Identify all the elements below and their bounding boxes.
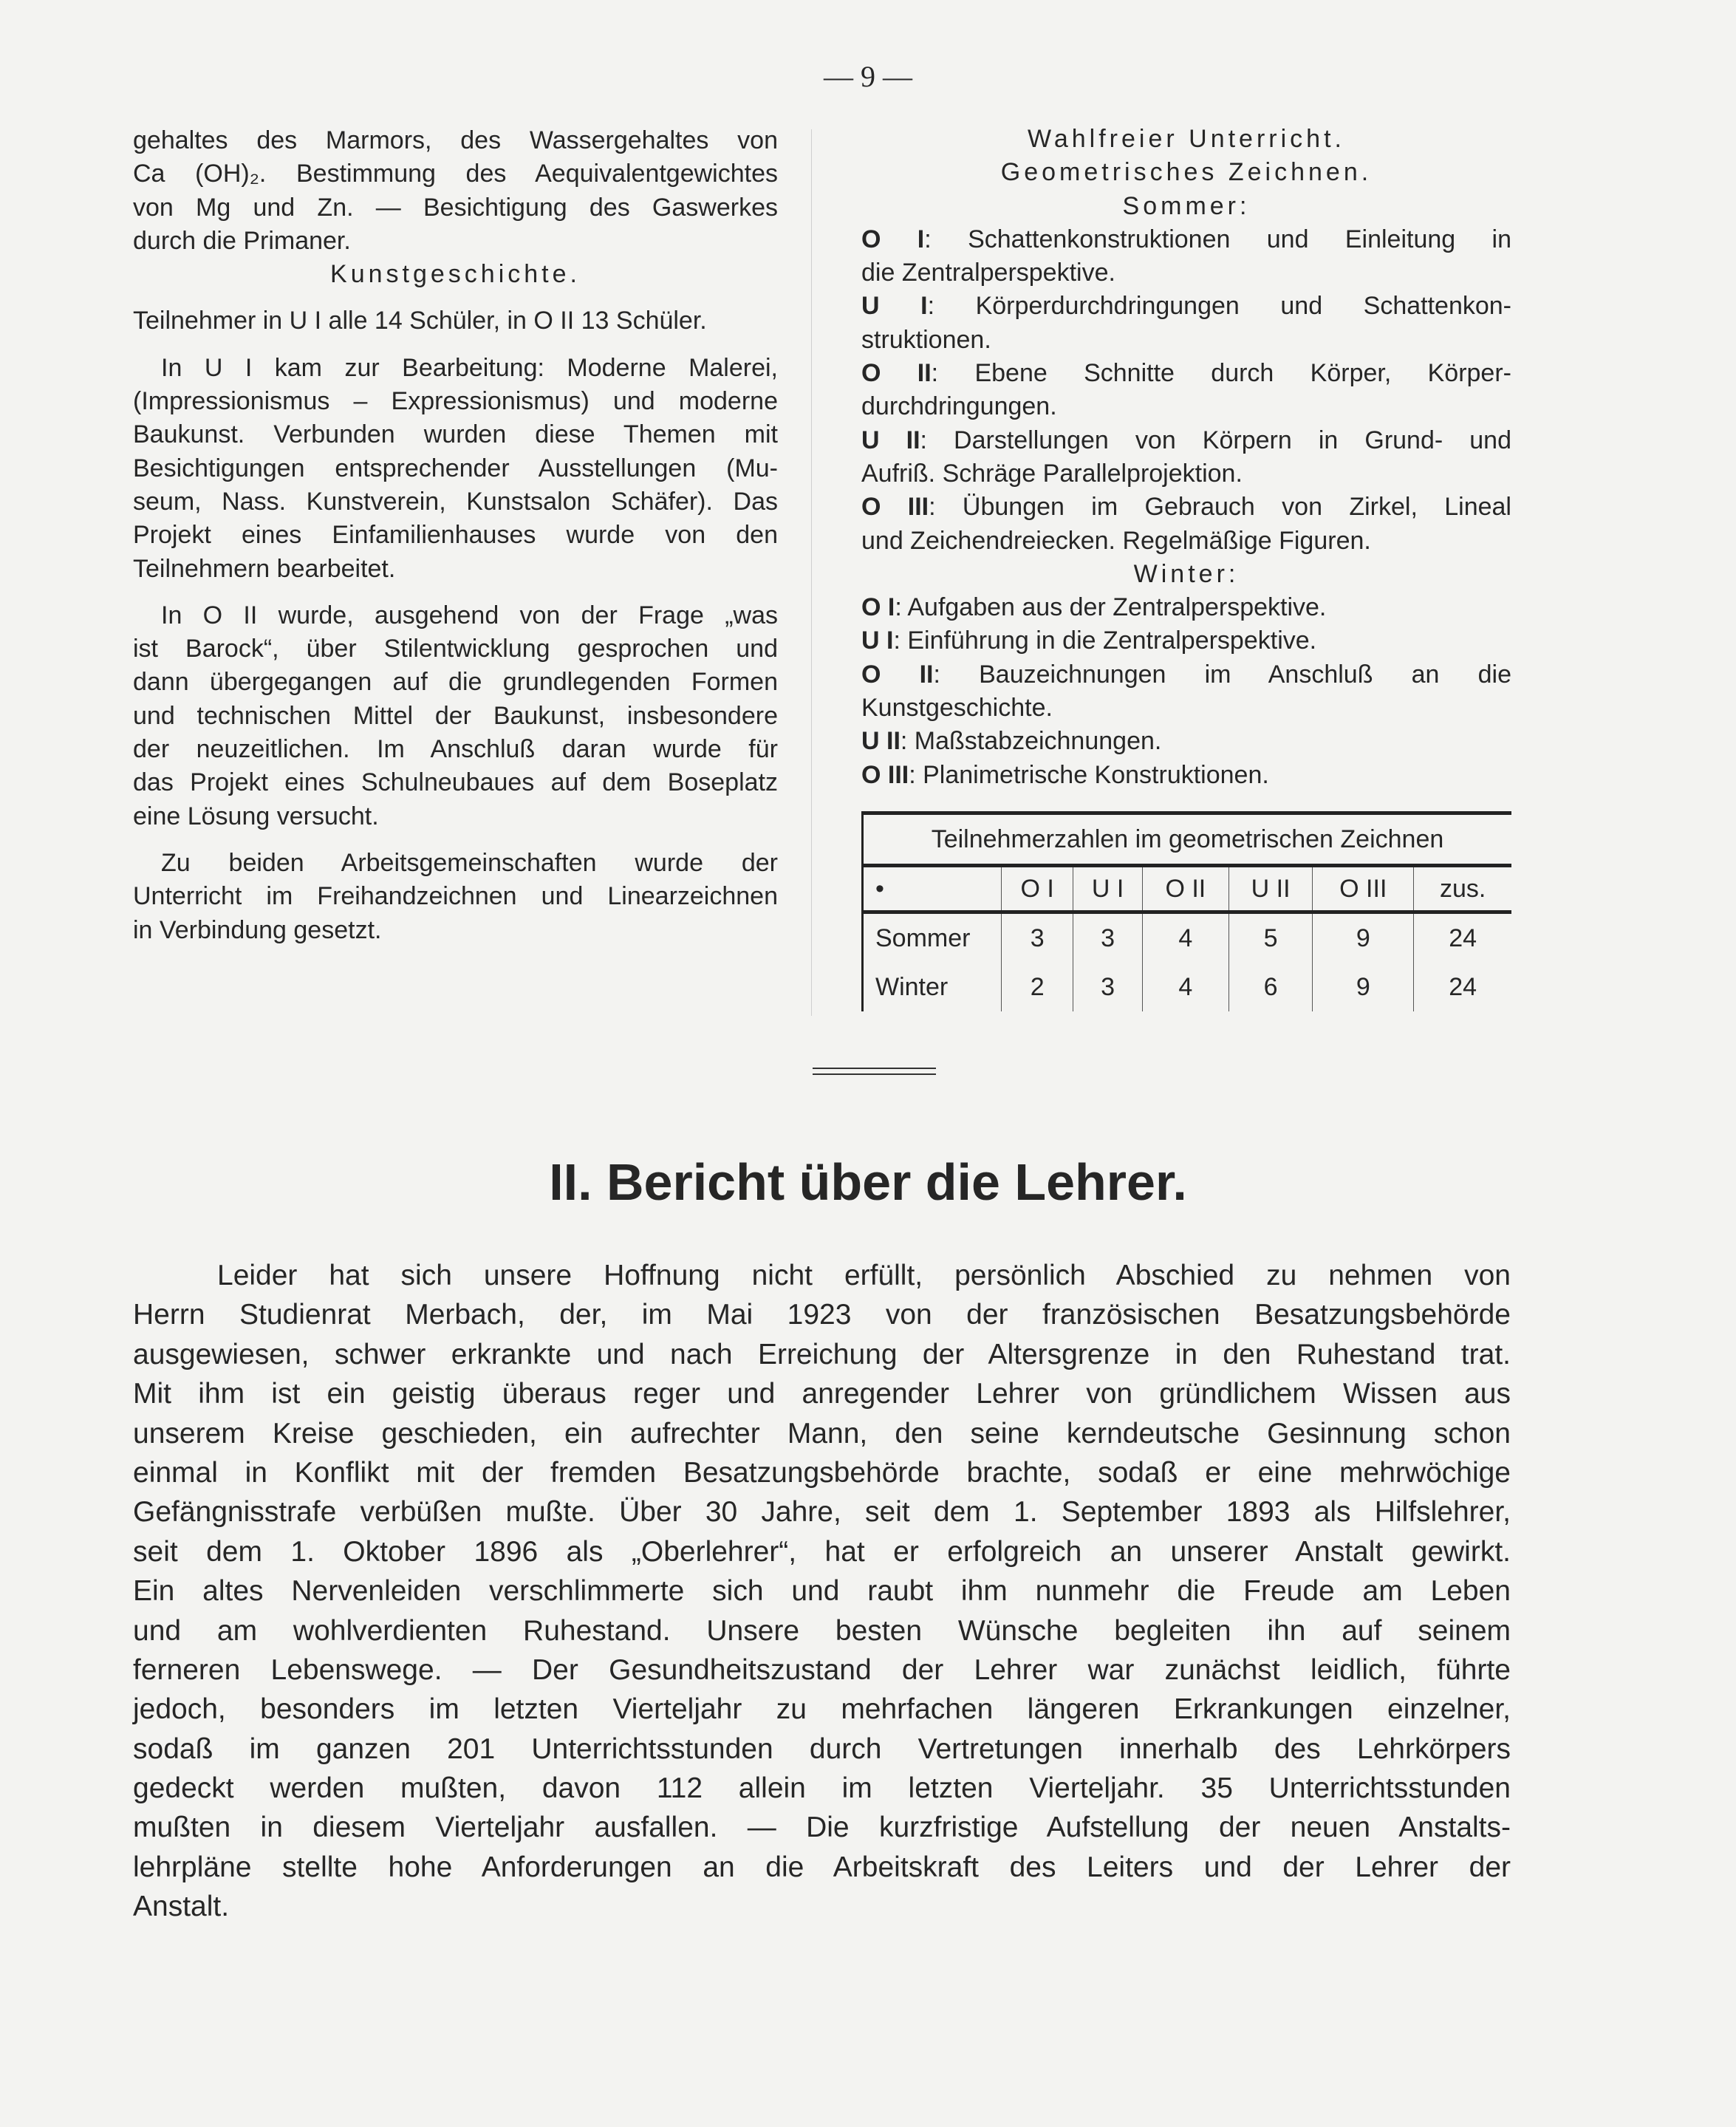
cell: 5: [1228, 912, 1312, 964]
text-line: struktionen.: [861, 325, 991, 354]
text-line: O II: Bauzeichnungen im Anschluß an die: [861, 660, 1511, 689]
table-title: Teilnehmerzahlen im geometrischen Zeichnen: [863, 813, 1512, 866]
page-number: — 9 —: [824, 60, 912, 93]
class-label: O III: [861, 493, 929, 522]
class-label: O I: [861, 593, 895, 622]
paragraph: [133, 352, 778, 586]
text-line: U I: Körperdurchdringungen und Schattenkon-: [861, 292, 1511, 321]
left-column: [133, 124, 778, 947]
col-header: U II: [1228, 866, 1312, 912]
cell: 6: [1228, 964, 1312, 1011]
cell: 4: [1142, 912, 1228, 964]
section-heading: [861, 123, 1511, 223]
text-line: Zu beiden Arbeitsgemeinschaften wurde der: [161, 848, 778, 877]
paragraph-gap: [133, 833, 778, 847]
text-line: In U I kam zur Bearbeitung: Moderne Malerei,: [161, 353, 778, 382]
text-line: gehaltes des Marmors, des Wassergehaltes von: [133, 126, 778, 154]
cell: 24: [1414, 964, 1511, 1011]
text-line: gedeckt werden mußten, davon 112 allein im letzten Vierteljahr. 35 Unterrichtsstunden: [133, 1772, 1511, 1805]
text-line: durch die Primaner.: [133, 226, 351, 255]
text-line: jedoch, besonders im letzten Vierteljahr zu mehrfachen längeren Erkrankungen einzelner,: [133, 1693, 1511, 1726]
text-line: ist Barock“, über Stilentwicklung gesprochen und: [133, 635, 778, 663]
text-line: Leider hat sich unsere Hoffnung nicht erfüllt, persönlich Abschied zu nehmen von: [217, 1260, 1511, 1291]
text-line: durchdringungen.: [861, 392, 1057, 421]
col-header: O III: [1313, 866, 1414, 912]
text-line: U II: Maßstabzeichnungen.: [861, 727, 1162, 756]
text-line: O I: Aufgaben aus der Zentralperspektive.: [861, 593, 1327, 622]
paragraph-gap: [133, 586, 778, 599]
text-line: Geometrisches Zeichnen.: [1000, 158, 1373, 187]
paragraph: [861, 725, 1511, 758]
row-label: Sommer: [863, 912, 1002, 964]
text-line: Besichtigungen entsprechender Ausstellungen (Mu-: [133, 454, 778, 482]
text-line: U II: Darstellungen von Körpern in Grund- und: [861, 426, 1511, 454]
paragraph: [861, 290, 1511, 357]
cell: 9: [1313, 964, 1414, 1011]
text-line: seit dem 1. Oktober 1896 als „Oberlehrer“, hat er erfolgreich an unserer Anstalt gewirkt.: [133, 1535, 1511, 1568]
paragraph: [133, 847, 778, 947]
section-divider: [813, 1068, 936, 1075]
cell: 3: [1073, 912, 1142, 964]
paragraph: [861, 223, 1511, 290]
class-label: O II: [861, 359, 932, 388]
text-line: Wahlfreier Unterricht.: [1028, 125, 1345, 153]
text-line: Ein altes Nervenleiden verschlimmerte sich und raubt ihm nunmehr die Freude am Leben: [133, 1575, 1511, 1608]
class-label: U II: [861, 426, 920, 454]
text-line: ferneren Lebenswege. — Der Gesundheitszustand der Lehrer war zunächst leidlich, führte: [133, 1653, 1511, 1686]
cell: 3: [1073, 964, 1142, 1011]
text-line: Aufriß. Schräge Parallelprojektion.: [861, 459, 1243, 488]
text-line: Ca (OH)₂. Bestimmung des Aequivalentgewichtes: [133, 160, 778, 188]
paragraph: [133, 1256, 1511, 1927]
class-label: O III: [861, 760, 909, 789]
paragraph: [133, 304, 778, 338]
text-line: Sommer:: [1122, 191, 1251, 220]
text-line: die Zentralperspektive.: [861, 259, 1115, 287]
body-text: [133, 1256, 1511, 1927]
class-label: O I: [861, 225, 925, 253]
text-line: O III: Übungen im Gebrauch von Zirkel, Lineal: [861, 493, 1511, 522]
col-header: U I: [1073, 866, 1142, 912]
text-line: eine Lösung versucht.: [133, 802, 379, 830]
paragraph: [861, 624, 1511, 658]
text-line: Mit ihm ist ein geistig überaus reger und anregender Lehrer von gründlichem Wissen aus: [133, 1378, 1511, 1410]
class-label: U I: [861, 627, 894, 655]
row-label: Winter: [863, 964, 1002, 1011]
text-line: Herrn Studienrat Merbach, der, im Mai 1923 von der französischen Besatzungsbehörde: [133, 1299, 1511, 1331]
text-line: und Zeichendreiecken. Regelmäßige Figuren.: [861, 526, 1371, 555]
text-line: O II: Ebene Schnitte durch Körper, Körper-: [861, 359, 1511, 388]
text-line: Teilnehmer in U I alle 14 Schüler, in O II 13 Schüler.: [133, 307, 707, 335]
right-column: [861, 123, 1511, 792]
section-heading: [133, 258, 778, 291]
text-line: Kunstgeschichte.: [330, 260, 581, 289]
text-line: lehrpläne stellte hohe Anforderungen an die Arbeitskraft des Leiters und der Lehrer der: [133, 1851, 1511, 1883]
text-line: sodaß im ganzen 201 Unterrichtsstunden durch Vertretungen innerhalb des Lehrkörpers: [133, 1732, 1511, 1765]
class-label: U II: [861, 727, 901, 756]
text-line: Gefängnisstrafe verbüßen mußte. Über 30 Jahre, seit dem 1. September 1893 als Hilfslehrer,: [133, 1496, 1511, 1529]
text-line: der neuzeitlichen. Im Anschluß daran wurde für: [133, 735, 778, 764]
table-row: [863, 912, 1512, 964]
cell: 4: [1142, 964, 1228, 1011]
cell: 2: [1002, 964, 1073, 1011]
text-line: unserem Kreise geschieden, ein aufrechter Mann, den seine kerndeutsche Gesinnung schon: [133, 1417, 1511, 1450]
text-line: Projekt eines Einfamilienhauses wurde von den: [133, 521, 778, 550]
text-line: dann übergegangen auf die grundlegenden Formen: [133, 668, 778, 697]
text-line: (Impressionismus – Expressionismus) und moderne: [133, 387, 778, 416]
col-header: zus.: [1414, 866, 1511, 912]
col-header: O II: [1142, 866, 1228, 912]
cell: 24: [1414, 912, 1511, 964]
text-line: Anstalt.: [133, 1891, 230, 1923]
table-header-row: [863, 866, 1512, 912]
cell: 3: [1002, 912, 1073, 964]
column-divider: [811, 129, 812, 1016]
text-line: O I: Schattenkonstruktionen und Einleitung in: [861, 225, 1512, 253]
text-line: das Projekt eines Schulneubaues auf dem Boseplatz: [133, 768, 778, 797]
class-label: O II: [861, 660, 934, 689]
paragraph-gap: [133, 291, 778, 304]
text-line: ausgewiesen, schwer erkrankte und nach Erreichung der Altersgrenze in den Ruhestand trat.: [133, 1338, 1511, 1370]
text-line: Winter:: [1133, 559, 1240, 588]
section-title: II. Bericht über die Lehrer.: [549, 1153, 1187, 1211]
paragraph: [861, 759, 1511, 792]
text-line: und am wohlverdienten Ruhestand. Unsere besten Wünsche begleiten ihn auf seinem: [133, 1614, 1511, 1647]
text-line: Baukunst. Verbunden wurden diese Themen mit: [133, 420, 778, 449]
paragraph-gap: [133, 338, 778, 352]
paragraph: [861, 424, 1511, 491]
text-line: Teilnehmern bearbeitet.: [133, 554, 396, 583]
text-line: Kunstgeschichte.: [861, 694, 1053, 723]
cell: 9: [1313, 912, 1414, 964]
text-line: einmal in Konflikt mit der fremden Besatzungsbehörde brachte, sodaß er eine mehrwöchige: [133, 1456, 1511, 1489]
table-corner: •: [863, 866, 1002, 912]
section-heading: [861, 558, 1511, 591]
text-line: von Mg und Zn. — Besichtigung des Gaswerkes: [133, 193, 778, 222]
text-line: seum, Nass. Kunstverein, Kunstsalon Schäfer). Das: [133, 487, 778, 516]
paragraph: [133, 599, 778, 833]
paragraph: [861, 491, 1511, 558]
col-header: O I: [1002, 866, 1073, 912]
text-line: U I: Einführung in die Zentralperspektive.: [861, 627, 1317, 655]
class-label: U I: [861, 292, 928, 321]
paragraph: [861, 591, 1511, 624]
text-line: in Verbindung gesetzt.: [133, 915, 382, 944]
paragraph: [133, 124, 778, 258]
text-line: mußten in diesem Vierteljahr ausfallen. — Die kurzfristige Aufstellung der neuen Anstalts-: [133, 1812, 1511, 1844]
text-line: und technischen Mittel der Baukunst, insbesondere: [133, 701, 778, 730]
text-line: O III: Planimetrische Konstruktionen.: [861, 760, 1269, 789]
paragraph: [861, 357, 1511, 424]
text-line: Unterricht im Freihandzeichnen und Linearzeichnen: [133, 882, 778, 911]
paragraph: [861, 658, 1511, 725]
table-row: [863, 964, 1512, 1011]
participants-table: [861, 811, 1511, 1011]
text-line: In O II wurde, ausgehend von der Frage „was: [161, 601, 778, 629]
